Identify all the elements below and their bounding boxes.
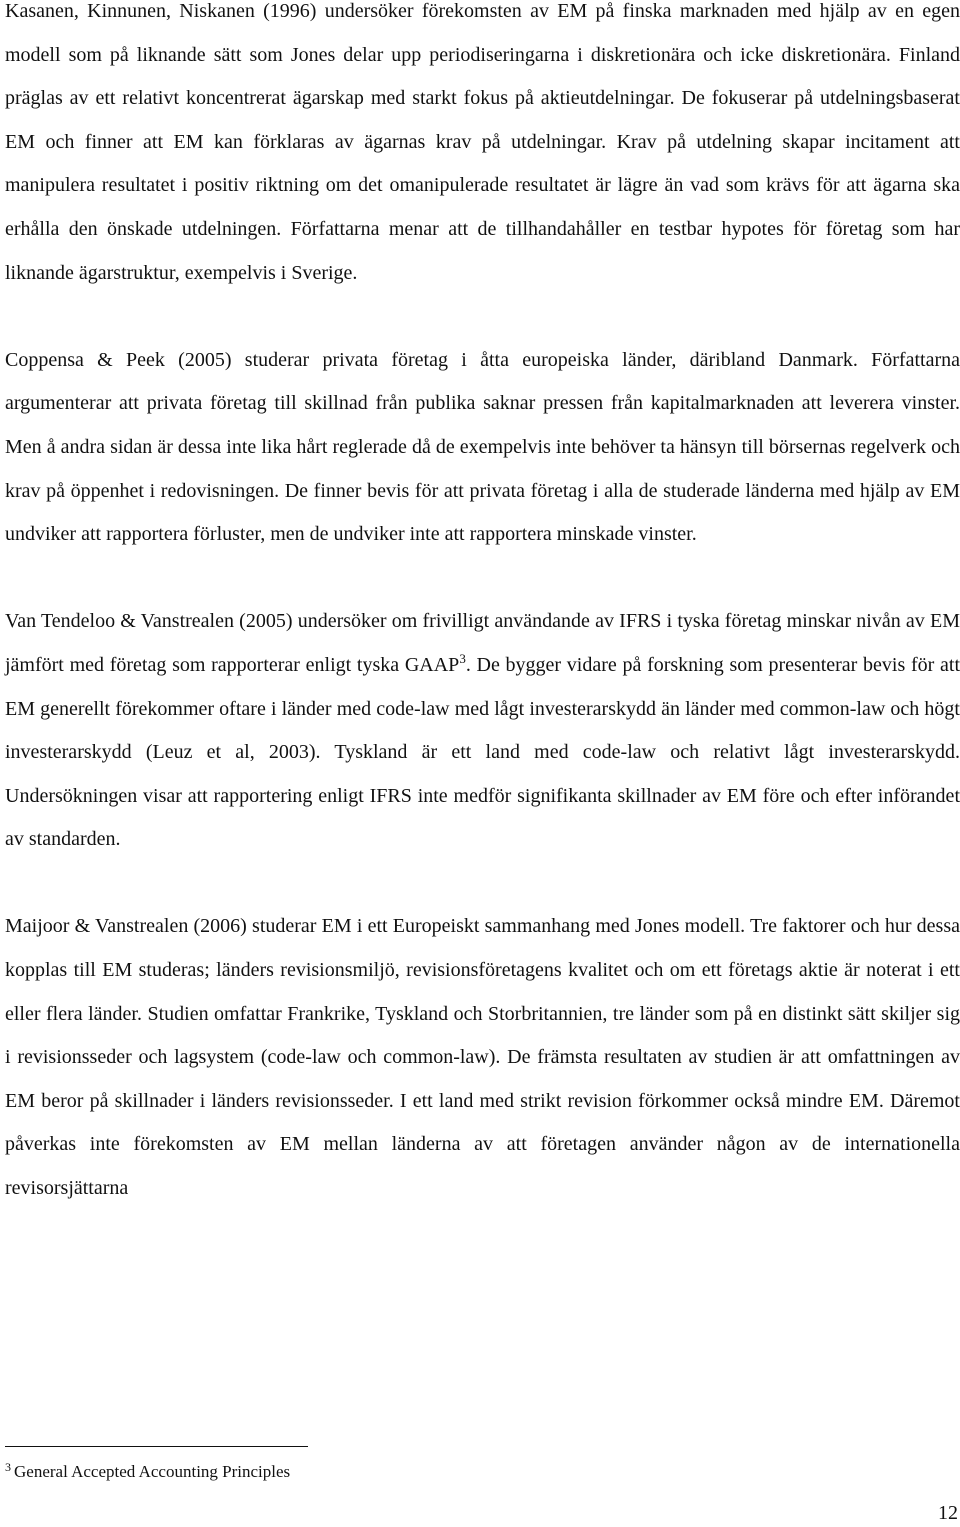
footnote-number: 3	[5, 1460, 11, 1474]
paragraph-kasanen: Kasanen, Kinnunen, Niskanen (1996) undersöker förekomsten av EM på finska marknaden med hjälp av en egen modell som på liknande sätt som Jones delar upp periodiseringarna i diskretionära och icke diskretionära. Finland präglas av ett relativt koncentrerat ägarskap med starkt fokus på aktieutdelningar. De fokuserar på utdelningsbaserat EM och finner att EM kan förklaras av ägarnas krav på utdelningar. Krav på utdelning skapar incitament att manipulera resultatet i positiv riktning om det omanipulerade resultatet är lägre än vad som krävs för att ägarna ska erhålla den önskade utdelningen. Författarna menar att de tillhandahåller en testbar hypotes för företag som har liknande ägarstruktur, exempelvis i Sverige.	[5, 0, 960, 284]
footnote-divider	[5, 1446, 308, 1447]
document-page	[5, 0, 960, 1211]
paragraph-van-tendeloo-text-start: Van Tendeloo & Vanstrealen (2005) undersöker om frivilligt användande av IFRS i tyska företag minskar nivån av EM jämfört med företag som rapporterar enligt tyska GAAP	[5, 610, 960, 676]
page-number: 12	[938, 1502, 958, 1524]
footnote	[5, 1460, 290, 1484]
paragraph-coppensa: Coppensa & Peek (2005) studerar privata företag i åtta europeiska länder, däribland Danmark. Författarna argumenterar att privata företag till skillnad från publika saknar pressen från kapitalmarknaden att leverera vinster. Men å andra sidan är dessa inte lika hårt reglerade då de exempelvis inte behöver ta hänsyn till börsernas regelverk och krav på öppenhet i redovisningen. De finner bevis för att privata företag i alla de studerade länderna med hjälp av EM undviker att rapportera förluster, men de undviker inte att rapportera minskade vinster.	[5, 348, 960, 546]
paragraph-van-tendeloo-text-end: . De bygger vidare på forskning som presenterar bevis för att EM generellt förekommer oftare i länder med code-law med lågt investerarskydd än länder med common-law och högt investerarskydd (Leuz et al, 2003). Tyskland är ett land med code-law och relativt lågt investerarskydd. Undersökningen visar att rapportering enligt IFRS inte medför signifikanta skillnader av EM före och efter införandet av standarden.	[5, 653, 960, 851]
footnote-reference: 3	[459, 650, 466, 666]
paragraph-van-tendeloo	[5, 600, 960, 862]
paragraph-maijoor: Maijoor & Vanstrealen (2006) studerar EM i ett Europeiskt sammanhang med Jones modell. Tre faktorer och hur dessa kopplas till EM studeras; länders revisionsmiljö, revisionsföretagens kvalitet och om ett företags aktie är noterat i ett eller flera länder. Studien omfattar Frankrike, Tyskland och Storbritannien, tre länder som på en distinkt sätt skiljer sig i revisionsseder och lagsystem (code-law och common-law). De främsta resultaten av studien är att omfattningen av EM beror på skillnader i länders revisionsseder. I ett land med strikt revision förkommer också mindre EM. Däremot påverkas inte förekomsten av EM mellan länderna av att företagen använder någon av de internationella revisorsjättarna	[5, 915, 960, 1200]
footnote-text: General Accepted Accounting Principles	[14, 1462, 291, 1481]
